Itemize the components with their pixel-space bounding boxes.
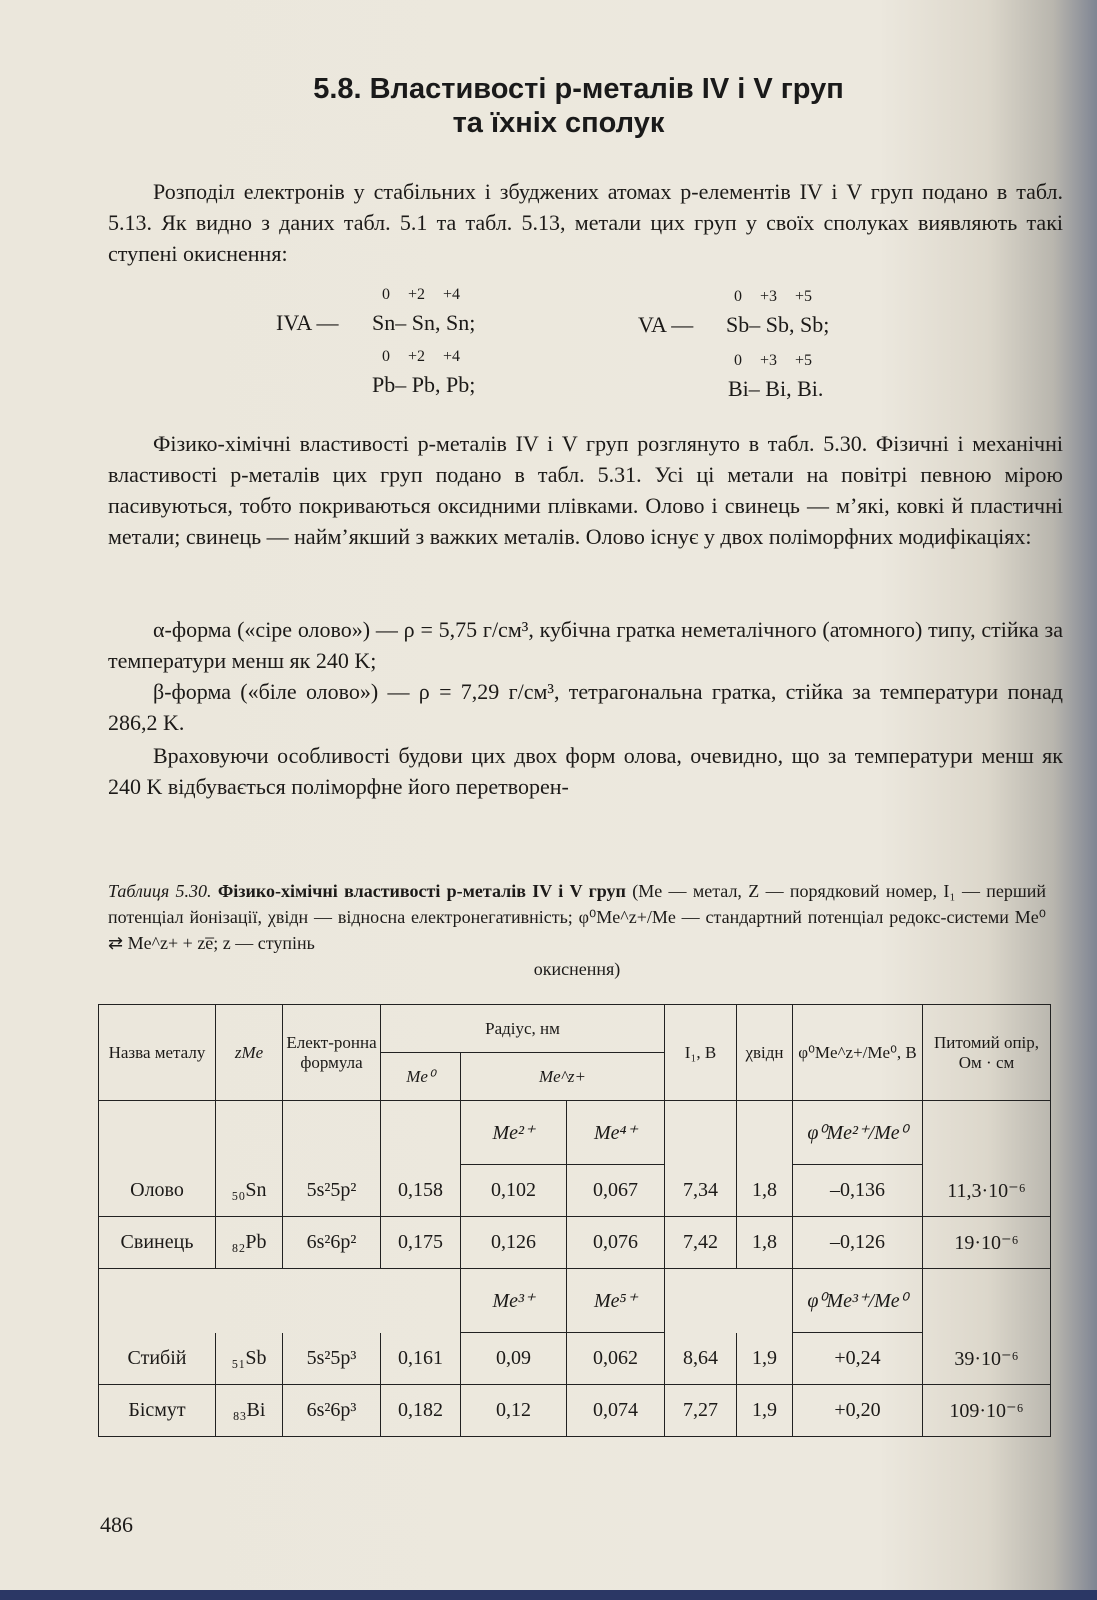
sub-iv-c1: Me²⁺ <box>461 1101 567 1165</box>
alpha-form-paragraph: α-форма («сіре олово») — ρ = 5,75 г/см³, кубічна гратка неметалічного (атомного) типу, стійка за температури менш як 240 K; <box>108 617 1063 673</box>
va-label: VA — <box>638 312 694 337</box>
cell-i1: 7,27 <box>665 1385 737 1437</box>
pb-formula: Pb– Pb, Pb; <box>372 372 476 397</box>
cell-phi: –0,126 <box>793 1217 923 1269</box>
header-i1: I₁, В <box>665 1005 737 1101</box>
cell-i1: 8,64 <box>665 1333 737 1385</box>
cell-r0: 0,182 <box>381 1385 461 1437</box>
cell-i1: 7,34 <box>665 1165 737 1217</box>
cell-r0: 0,175 <box>381 1217 461 1269</box>
cell-r0: 0,161 <box>381 1333 461 1385</box>
cell-r1: 0,09 <box>461 1333 567 1385</box>
section-heading <box>0 72 1097 140</box>
scanner-edge <box>0 1590 1097 1600</box>
table-caption <box>108 878 1046 982</box>
cell-chi: 1,8 <box>737 1165 793 1217</box>
header-formula: Елект-ронна формула <box>283 1005 381 1101</box>
cell-name: Олово <box>99 1165 216 1217</box>
cell-resistivity: 19·10⁻⁶ <box>923 1217 1051 1269</box>
bi-formula: Bi– Bi, Bi. <box>728 376 824 401</box>
body-paragraph-4: Враховуючи особливості будови цих двох форм олова, очевидно, що за температури менш як 240 K відбувається поліморфне його перетворен- <box>108 743 1063 799</box>
cell-i1: 7,42 <box>665 1217 737 1269</box>
table-row <box>99 1385 1051 1437</box>
caption-title: Фізико-хімічні властивості p-металів IV і V груп <box>217 881 626 901</box>
sn-oxidation-states: 0 +2 +4 <box>382 286 461 303</box>
cell-name: Бісмут <box>99 1385 216 1437</box>
header-mez: Me^z+ <box>461 1053 665 1101</box>
cell-resistivity: 11,3·10⁻⁶ <box>923 1165 1051 1217</box>
cell-name: Свинець <box>99 1217 216 1269</box>
pb-oxidation-states: 0 +2 +4 <box>382 348 461 365</box>
sn-formula: Sn– Sn, Sn; <box>372 310 476 335</box>
header-radius: Радіус, нм <box>381 1005 665 1053</box>
table-row <box>99 1165 1051 1217</box>
caption-label: Таблиця 5.30. <box>108 881 212 901</box>
sub-iv-phi: φ⁰Me²⁺/Me⁰ <box>793 1101 923 1165</box>
heading-line-1: 5.8. Властивості p-металів IV і V груп <box>313 73 844 105</box>
beta-form-paragraph: β-форма («біле олово») — ρ = 7,29 г/см³, тетрагональна гратка, стійка за температури понад 286,2 K. <box>108 679 1063 735</box>
cell-r1: 0,12 <box>461 1385 567 1437</box>
body-paragraph-1: Фізико-хімічні властивості p-металів IV і V груп розглянуто в табл. 5.30. Фізичні і механічні властивості p-металів цих груп подано в табл. 5.31. Усі ці метали на повітрі певною мірою пасивуються, тобто покриваються оксидними плівками. Олово і свинець — м’які, ковкі й пластичні метали; свинець — найм’якший з важких металів. Олово існує у двох поліморфних модифікаціях: <box>108 431 1063 549</box>
header-phi: φ⁰Me^z+/Me⁰, В <box>793 1005 923 1101</box>
page-number: 486 <box>100 1512 133 1537</box>
cell-z: ₅₀Sn <box>216 1165 283 1217</box>
header-name: Назва металу <box>99 1005 216 1101</box>
cell-r2: 0,076 <box>567 1217 665 1269</box>
caption-legend: (Me — метал, Z — порядковий номер, I₁ — перший потенціал йонізації, χвідн — відносна електронегативність; φ⁰Me^z+/Me — стандартний потенціал редокс-системи Me⁰ ⇄ Me^z+ + ze̅; z — ступінь <box>108 881 1047 953</box>
iva-label: IVA — <box>276 310 339 335</box>
cell-phi: +0,20 <box>793 1385 923 1437</box>
cell-r2: 0,067 <box>567 1165 665 1217</box>
table-row <box>99 1333 1051 1385</box>
sub-iv-c2: Me⁴⁺ <box>567 1101 665 1165</box>
heading-line-2: та їхніх сполук <box>452 107 665 139</box>
sub-v-phi: φ⁰Me³⁺/Me⁰ <box>793 1269 923 1333</box>
cell-resistivity: 39·10⁻⁶ <box>923 1333 1051 1385</box>
properties-table <box>98 1004 1051 1437</box>
table-row <box>99 1217 1051 1269</box>
sub-v-c2: Me⁵⁺ <box>567 1269 665 1333</box>
sb-formula: Sb– Sb, Sb; <box>726 312 830 337</box>
header-z: zMe <box>216 1005 283 1101</box>
cell-r1: 0,126 <box>461 1217 567 1269</box>
cell-formula: 6s²6p² <box>283 1217 381 1269</box>
cell-r0: 0,158 <box>381 1165 461 1217</box>
bi-oxidation-states: 0 +3 +5 <box>734 352 813 369</box>
cell-formula: 6s²6p³ <box>283 1385 381 1437</box>
cell-phi: +0,24 <box>793 1333 923 1385</box>
cell-formula: 5s²5p³ <box>283 1333 381 1385</box>
cell-z: ₅₁Sb <box>216 1333 283 1385</box>
cell-chi: 1,8 <box>737 1217 793 1269</box>
cell-name: Стибій <box>99 1333 216 1385</box>
cell-resistivity: 109·10⁻⁶ <box>923 1385 1051 1437</box>
header-me0: Me⁰ <box>381 1053 461 1101</box>
cell-z: ₈₃Bi <box>216 1385 283 1437</box>
header-resistivity: Питомий опір, Ом · см <box>923 1005 1051 1101</box>
header-chi: χвідн <box>737 1005 793 1101</box>
cell-phi: –0,136 <box>793 1165 923 1217</box>
caption-last-line: окиснення) <box>533 959 621 979</box>
cell-chi: 1,9 <box>737 1385 793 1437</box>
intro-paragraph: Розподіл електронів у стабільних і збуджених атомах p-елементів IV і V груп подано в табл. 5.13. Як видно з даних табл. 5.1 та табл. 5.13, метали цих груп у своїх сполуках виявляють такі ступені окиснення: <box>108 179 1063 266</box>
cell-r1: 0,102 <box>461 1165 567 1217</box>
cell-r2: 0,074 <box>567 1385 665 1437</box>
cell-chi: 1,9 <box>737 1333 793 1385</box>
sub-v-c1: Me³⁺ <box>461 1269 567 1333</box>
cell-r2: 0,062 <box>567 1333 665 1385</box>
cell-formula: 5s²5p² <box>283 1165 381 1217</box>
sb-oxidation-states: 0 +3 +5 <box>734 288 813 305</box>
cell-z: ₈₂Pb <box>216 1217 283 1269</box>
